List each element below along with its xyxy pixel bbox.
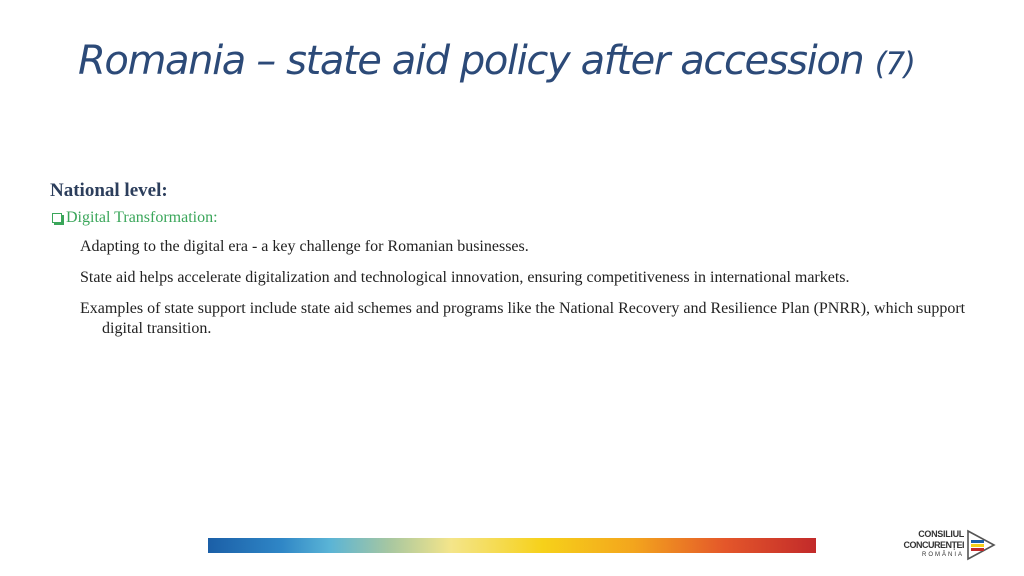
subsection-heading-label: Digital Transformation:	[66, 209, 218, 226]
logo-text-line2: CONCURENȚEI	[903, 540, 964, 550]
logo-text-line3: ROMÂNIA	[921, 552, 964, 558]
checkbox-icon	[52, 213, 62, 223]
body-paragraph: Examples of state support include state aid schemes and programs like the National Recovery and Resilience Plan (PNRR), which support digital transition.	[80, 300, 966, 337]
body-paragraph: Adapting to the digital era - a key challenge for Romanian businesses.	[80, 238, 529, 255]
subsection-heading	[50, 209, 970, 227]
body-paragraph: State aid helps accelerate digitalization and technological innovation, ensuring competitiveness in international markets.	[80, 269, 850, 286]
decorative-color-bar	[208, 538, 816, 553]
slide-number: (7)	[874, 46, 915, 82]
logo-text-line1: CONSILIUL	[918, 529, 964, 539]
slide-title-text: Romania – state aid policy after accession	[78, 38, 875, 84]
section-heading: National level:	[50, 180, 168, 201]
slide-content	[50, 180, 970, 350]
arrow-triangle-icon	[966, 529, 996, 561]
slide-title	[78, 38, 914, 84]
organization-logo	[903, 527, 996, 567]
